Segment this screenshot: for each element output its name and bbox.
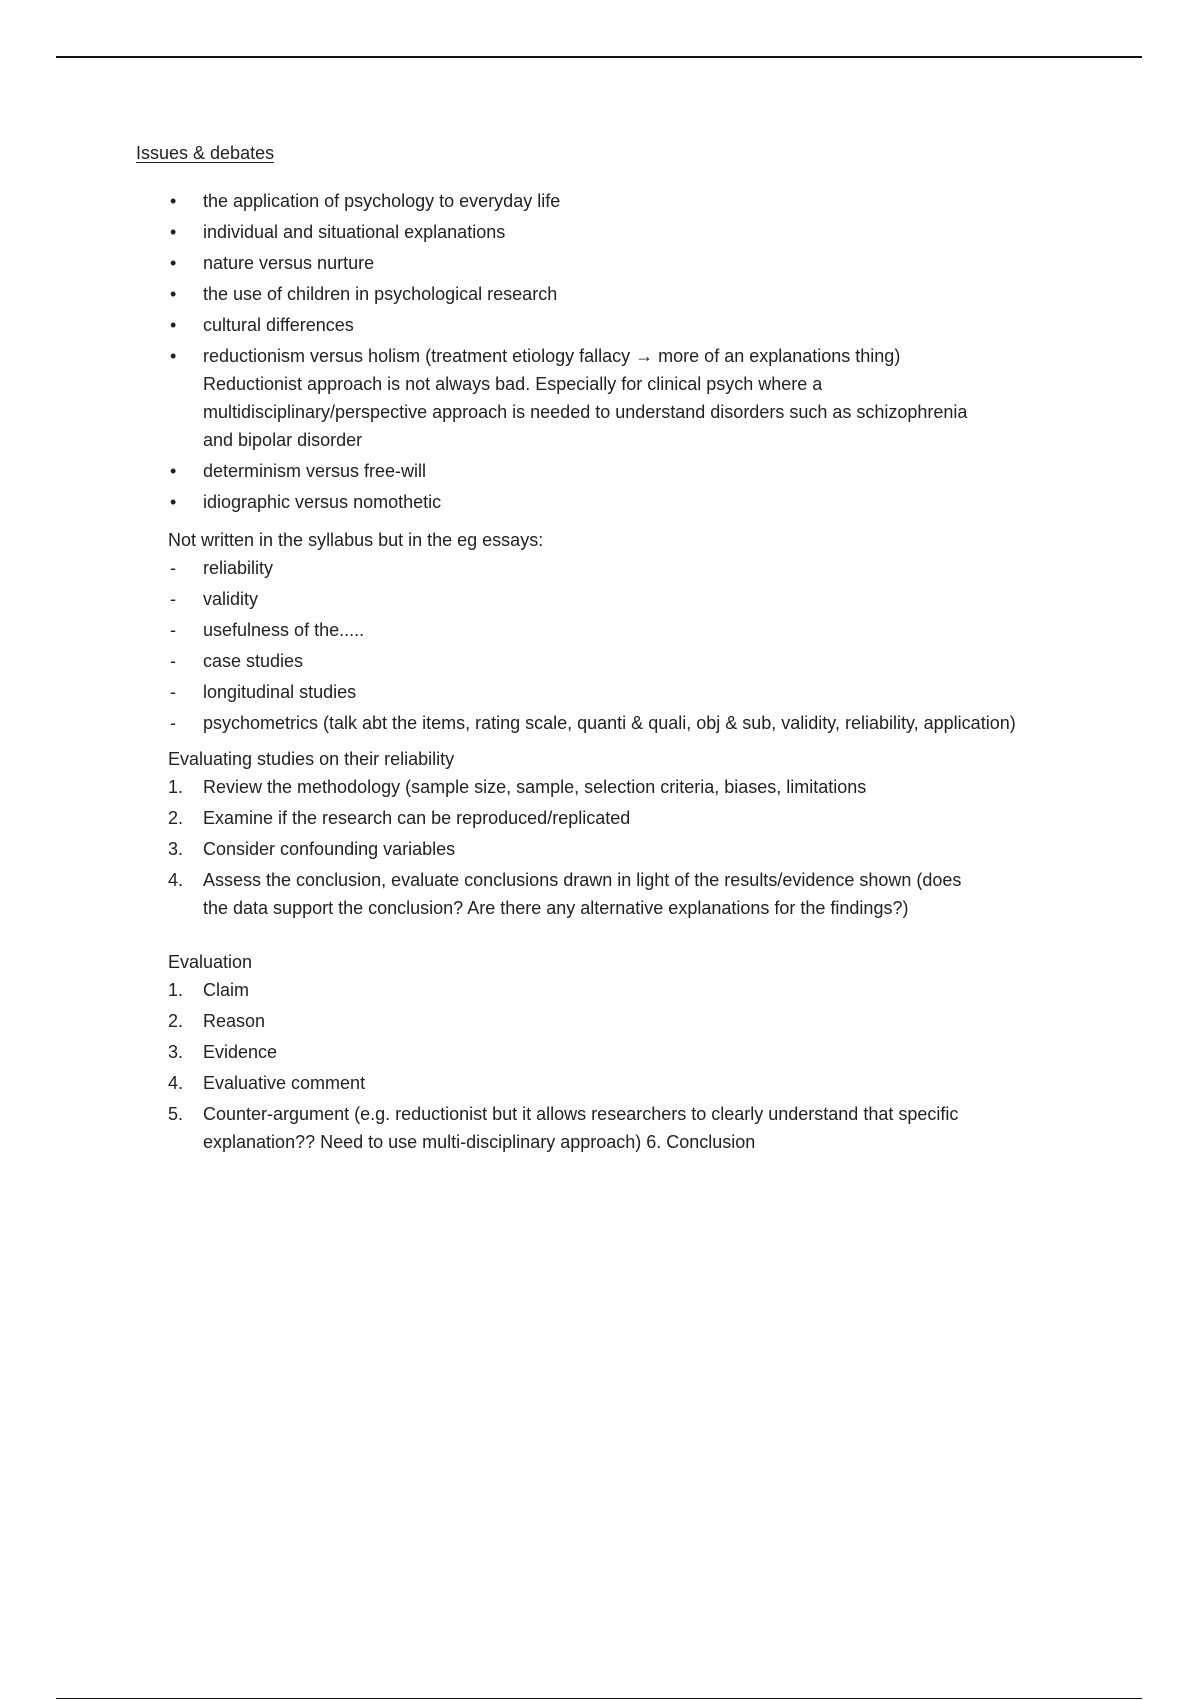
dash-icon: - xyxy=(170,713,176,733)
list-item: 3. Consider confounding variables xyxy=(168,835,1008,863)
reliability-title: Evaluating studies on their reliability xyxy=(168,749,455,769)
bullet-icon: • xyxy=(170,222,177,242)
list-item: • the use of children in psychological research xyxy=(168,280,1008,308)
list-item: • cultural differences xyxy=(168,311,1008,339)
dash-icon: - xyxy=(170,589,176,609)
bullet-icon: • xyxy=(170,315,177,335)
list-item: 2. Examine if the research can be reproduced/replicated xyxy=(168,804,1008,832)
page-heading: Issues & debates xyxy=(136,143,275,163)
dash-icon: - xyxy=(170,651,176,671)
bullet-icon: • xyxy=(170,492,177,512)
syllabus-note: Not written in the syllabus but in the eg essays: xyxy=(168,530,544,550)
step-number: 3. xyxy=(168,839,184,859)
list-item: • individual and situational explanations xyxy=(168,218,1008,246)
list-item: • idiographic versus nomothetic xyxy=(168,488,1008,516)
document-body xyxy=(168,187,1016,1159)
step-number: 4. xyxy=(168,1073,184,1093)
step-number: 1. xyxy=(168,777,184,797)
bullet-icon: • xyxy=(170,284,177,304)
step-number: 5. xyxy=(168,1104,184,1124)
step-number: 3. xyxy=(168,1042,184,1062)
step-number: 2. xyxy=(168,1011,184,1031)
bullet-icon: • xyxy=(170,346,177,366)
evaluation-steps xyxy=(168,976,1008,1156)
bottom-rule xyxy=(56,1698,1142,1699)
list-item: - validity xyxy=(168,585,1008,613)
evaluation-title: Evaluation xyxy=(168,952,253,972)
list-item: 1. Claim xyxy=(168,976,1008,1004)
list-item: 3. Evidence xyxy=(168,1038,1008,1066)
list-item: - reliability xyxy=(168,554,1008,582)
issues-list xyxy=(168,187,1008,516)
list-item: • nature versus nurture xyxy=(168,249,1008,277)
list-item: 2. Reason xyxy=(168,1007,1008,1035)
list-item: 4. Evaluative comment xyxy=(168,1069,1008,1097)
list-item: 1. Review the methodology (sample size, sample, selection criteria, biases, limitations xyxy=(168,773,1003,801)
dash-icon: - xyxy=(170,620,176,640)
bullet-icon: • xyxy=(170,191,177,211)
reliability-steps xyxy=(168,773,1008,922)
list-item: • reductionism versus holism (treatment etiology fallacy → more of an explanations thing) Reductionist approach is not always bad. Especially for clinical psych where a multidisciplinary/perspective approach is needed to understand disorders such as schizophrenia and bipolar disorder xyxy=(168,342,981,454)
list-item: - case studies xyxy=(168,647,1008,675)
bullet-icon: • xyxy=(170,461,177,481)
list-item: - longitudinal studies xyxy=(168,678,1008,706)
dash-icon: - xyxy=(170,682,176,702)
list-item: 4. Assess the conclusion, evaluate conclusions drawn in light of the results/evidence shown (does the data support the conclusion? Are there any alternative explanations for the findings?) xyxy=(168,866,988,922)
list-item: • the application of psychology to everyday life xyxy=(168,187,923,215)
dash-icon: - xyxy=(170,558,176,578)
top-rule xyxy=(56,56,1142,58)
list-item: - psychometrics (talk abt the items, rating scale, quanti & quali, obj & sub, validity, reliability, application) xyxy=(168,709,1018,737)
step-number: 2. xyxy=(168,808,184,828)
step-number: 4. xyxy=(168,870,184,890)
extra-topics-list xyxy=(168,554,1016,737)
list-item: 5. Counter-argument (e.g. reductionist but it allows researchers to clearly understand that specific explanation?? Need to use multi-disciplinary approach) 6. Conclusion xyxy=(168,1100,988,1156)
list-item: - usefulness of the..... xyxy=(168,616,1008,644)
bullet-icon: • xyxy=(170,253,177,273)
list-item: • determinism versus free-will xyxy=(168,457,1008,485)
step-number: 1. xyxy=(168,980,184,1000)
